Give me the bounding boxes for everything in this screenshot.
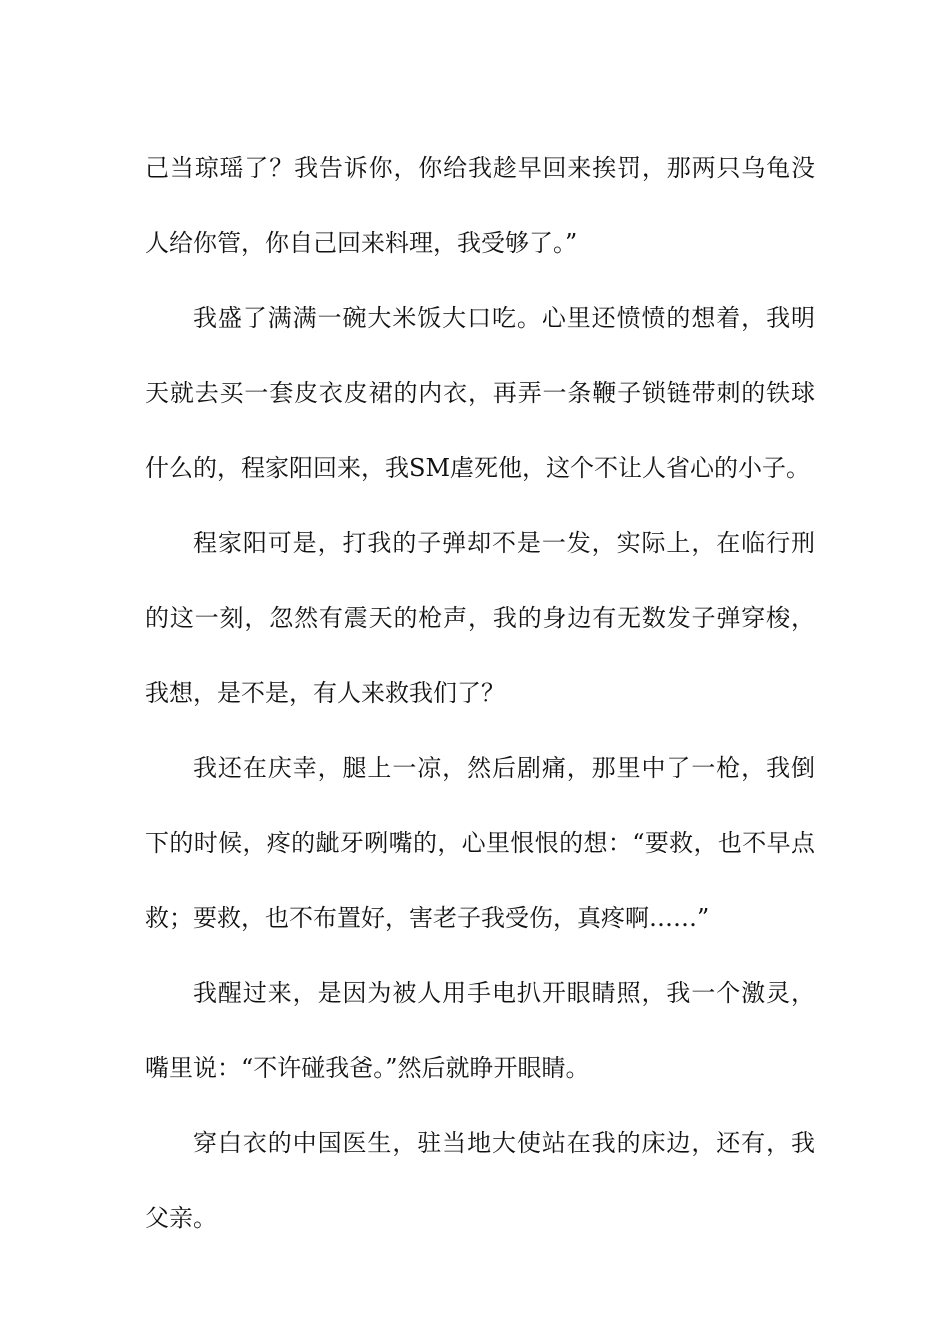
paragraph: 己当琼瑶了？我告诉你，你给我趁早回来挨罚，那两只乌龟没人给你管，你自己回来料理，我受够了。” <box>145 154 815 257</box>
document-body <box>145 131 815 1256</box>
paragraph: 穿白衣的中国医生，驻当地大使站在我的床边，还有，我父亲。 <box>145 1129 815 1232</box>
paragraph: 我醒过来，是因为被人用手电扒开眼睛照，我一个激灵，嘴里说：“不许碰我爸。”然后就睁开眼睛。 <box>145 979 815 1082</box>
paragraph: 程家阳可是，打我的子弹却不是一发，实际上，在临行刑的这一刻，忽然有震天的枪声，我的身边有无数发子弹穿梭，我想，是不是，有人来救我们了？ <box>145 529 815 707</box>
paragraph: 我还在庆幸，腿上一凉，然后剧痛，那里中了一枪，我倒下的时候，疼的龇牙咧嘴的，心里恨恨的想：“要救，也不早点救；要救，也不布置好，害老子我受伤，真疼啊……” <box>145 754 815 932</box>
paragraph: 我盛了满满一碗大米饭大口吃。心里还愤愤的想着，我明天就去买一套皮衣皮裙的内衣，再弄一条鞭子锁链带刺的铁球什么的，程家阳回来，我SM虐死他，这个不让人省心的小子。 <box>145 304 815 482</box>
